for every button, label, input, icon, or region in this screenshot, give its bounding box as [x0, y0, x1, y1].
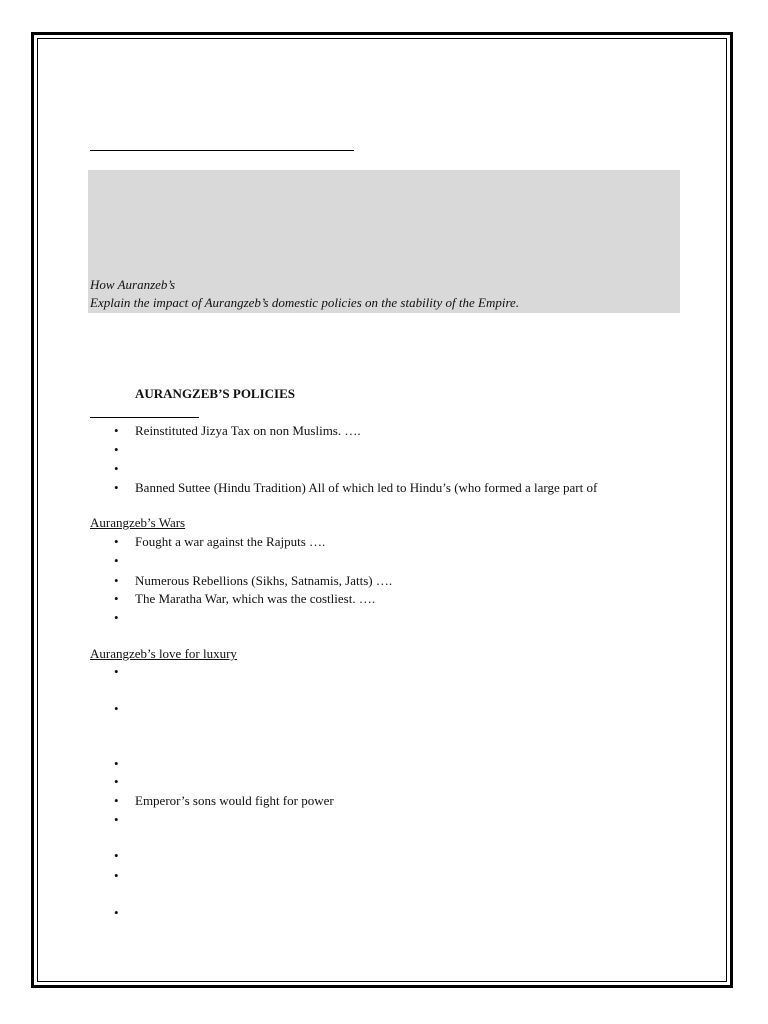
question-box — [88, 170, 680, 313]
list-item: • — [114, 701, 119, 716]
list-item: • The Maratha War, which was the costliest. …. — [114, 591, 376, 606]
list-item: • Reinstituted Jizya Tax on non Muslims. …. — [114, 423, 361, 438]
list-item: • Banned Suttee (Hindu Tradition) All of which led to Hindu’s (who formed a large part of — [114, 480, 598, 495]
list-item: • — [114, 756, 119, 771]
policies-heading: AURANGZEB’S POLICIES — [135, 386, 296, 401]
heading-rule — [90, 417, 199, 418]
list-item: • — [114, 905, 119, 920]
question-line-2: Explain the impact of Aurangzeb’s domestic policies on the stability of the Empire. — [90, 295, 520, 310]
question-line-1: How Auranzeb’s — [90, 277, 176, 292]
wars-section-title: Aurangzeb’s Wars — [90, 515, 186, 530]
list-item: • Fought a war against the Rajputs …. — [114, 534, 326, 549]
list-item: • — [114, 610, 119, 625]
list-item: • — [114, 553, 119, 568]
list-item: • — [114, 442, 119, 457]
list-item: • Emperor’s sons would fight for power — [114, 793, 334, 808]
list-item: • — [114, 461, 119, 476]
list-item: • — [114, 812, 119, 827]
list-item: • — [114, 664, 119, 679]
list-item: • — [114, 848, 119, 863]
list-item: • — [114, 774, 119, 789]
list-item: • Numerous Rebellions (Sikhs, Satnamis, Jatts) …. — [114, 573, 393, 588]
list-item: • — [114, 868, 119, 883]
luxury-section-title: Aurangzeb’s love for luxury — [90, 646, 237, 661]
title-rule — [90, 150, 354, 151]
